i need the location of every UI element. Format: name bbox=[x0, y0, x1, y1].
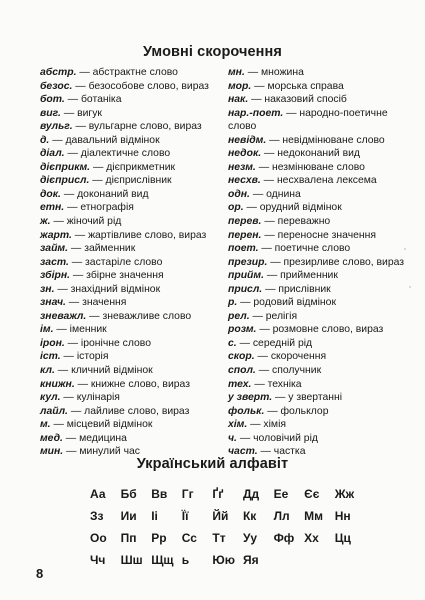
abbreviation-term: фольк. bbox=[228, 405, 265, 417]
abbreviation-entry bbox=[228, 432, 408, 446]
abbreviation-entry bbox=[40, 147, 226, 161]
abbreviation-meaning: хімія bbox=[263, 419, 287, 431]
alphabet-letter: ь bbox=[181, 553, 190, 567]
abbreviation-meaning: фольклор bbox=[280, 405, 329, 417]
entry-dash: — bbox=[57, 283, 68, 295]
entry-dash: — bbox=[264, 148, 275, 160]
abbreviation-meaning: прийменник bbox=[280, 270, 338, 282]
entry-dash: — bbox=[264, 229, 275, 241]
abbreviation-entry bbox=[40, 134, 226, 148]
abbreviation-term: кл. bbox=[40, 365, 55, 377]
abbreviation-meaning: іронічне слово bbox=[80, 337, 151, 349]
abbreviations-left-column bbox=[40, 66, 226, 459]
abbreviation-entry bbox=[40, 174, 226, 188]
abbreviation-term: бот. bbox=[40, 94, 65, 106]
abbreviation-meaning: у звертанні bbox=[288, 392, 343, 404]
abbreviation-entry bbox=[228, 93, 408, 107]
abbreviation-entry bbox=[40, 269, 226, 283]
abbreviation-meaning: знахідний відмінок bbox=[70, 283, 161, 295]
entry-dash: — bbox=[74, 229, 86, 241]
abbreviation-meaning: середній рід bbox=[252, 337, 313, 349]
entry-dash: — bbox=[246, 202, 257, 214]
entry-dash: — bbox=[270, 256, 281, 268]
abbreviation-meaning: займенник bbox=[84, 243, 136, 255]
entry-dash: — bbox=[72, 270, 84, 282]
abbreviation-meaning: невідмінюване слово bbox=[282, 134, 385, 146]
abbreviation-term: невідм. bbox=[228, 134, 267, 146]
abbreviation-meaning: множина bbox=[261, 67, 304, 78]
entry-dash: — bbox=[68, 297, 80, 309]
entry-dash: — bbox=[259, 324, 270, 336]
abbreviation-meaning: іменник bbox=[69, 324, 107, 336]
abbreviation-meaning: значення bbox=[82, 297, 127, 309]
abbreviation-entry bbox=[40, 256, 226, 270]
entry-dash: — bbox=[92, 161, 104, 173]
abbreviation-entry bbox=[228, 134, 408, 148]
alphabet-title: Український алфавіт bbox=[136, 456, 289, 472]
entry-dash: — bbox=[53, 216, 64, 228]
entry-dash: — bbox=[260, 446, 271, 458]
entry-dash: — bbox=[52, 134, 63, 146]
abbreviation-meaning: скорочення bbox=[270, 351, 327, 363]
entry-dash: — bbox=[92, 175, 103, 187]
abbreviation-term: рел. bbox=[228, 310, 250, 322]
abbreviation-meaning: дієприслівник bbox=[105, 175, 172, 187]
abbreviation-term: незм. bbox=[228, 161, 256, 173]
abbreviation-entry bbox=[228, 378, 408, 392]
abbreviation-entry bbox=[40, 364, 226, 378]
abbreviation-meaning: кличний відмінок bbox=[71, 365, 153, 377]
entry-dash: — bbox=[57, 365, 69, 377]
abbreviation-entry bbox=[228, 256, 408, 270]
entry-dash: — bbox=[67, 94, 79, 106]
abbreviation-term: жарт. bbox=[40, 229, 72, 241]
abbreviation-entry bbox=[228, 188, 408, 202]
entry-dash: — bbox=[254, 378, 265, 390]
entry-dash: — bbox=[79, 67, 90, 78]
abbreviation-meaning: кулінарія bbox=[76, 392, 120, 404]
entry-dash: — bbox=[75, 121, 86, 133]
abbreviation-term: етн. bbox=[40, 202, 65, 214]
abbreviation-meaning: медицина bbox=[79, 432, 127, 444]
abbreviation-meaning: жартівливе слово, вираз bbox=[88, 229, 207, 241]
abbreviation-entry bbox=[40, 296, 226, 310]
abbreviation-entry bbox=[40, 161, 226, 175]
abbreviation-meaning: історія bbox=[76, 351, 109, 363]
alphabet-letter: Аа bbox=[90, 487, 106, 501]
entry-dash: — bbox=[89, 310, 100, 322]
abbreviation-term: нар.-поет. bbox=[228, 107, 284, 119]
entry-dash: — bbox=[53, 419, 64, 431]
abbreviation-term: знач. bbox=[40, 297, 66, 309]
entry-dash: — bbox=[66, 446, 77, 458]
alphabet-letter: Єє bbox=[304, 487, 320, 501]
scan-speck bbox=[409, 286, 411, 288]
entry-dash: — bbox=[77, 378, 88, 390]
abbreviation-term: розм. bbox=[228, 324, 257, 336]
abbreviation-term: мед. bbox=[40, 432, 63, 444]
abbreviation-meaning: розмовне слово, вираз bbox=[272, 324, 384, 336]
entry-dash: — bbox=[252, 188, 264, 200]
abbreviation-meaning: діалектичне слово bbox=[80, 148, 171, 160]
entry-dash: — bbox=[67, 337, 79, 349]
abbreviation-term: ж. bbox=[40, 216, 51, 228]
alphabet-letter: Дд bbox=[242, 487, 260, 501]
abbreviation-term: дієприкм. bbox=[40, 161, 91, 173]
abbreviation-entry bbox=[40, 201, 226, 215]
abbreviation-meaning: етнографія bbox=[80, 202, 134, 214]
abbreviation-meaning: давальний відмінок bbox=[65, 134, 160, 146]
abbreviation-entry bbox=[228, 323, 408, 337]
abbreviation-term: с. bbox=[228, 337, 237, 349]
alphabet-letter: Пп bbox=[120, 531, 137, 545]
abbreviation-entry bbox=[228, 161, 408, 175]
page-number: 8 bbox=[36, 566, 44, 581]
abbreviation-term: ім. bbox=[40, 324, 54, 336]
alphabet-letter: Оо bbox=[90, 531, 107, 545]
abbreviation-term: скор. bbox=[228, 351, 255, 363]
abbreviation-entry bbox=[40, 323, 226, 337]
abbreviation-entry bbox=[40, 378, 226, 392]
abbreviation-term: недок. bbox=[228, 148, 262, 160]
abbreviation-term: р. bbox=[228, 297, 238, 309]
alphabet-letter: Мм bbox=[304, 509, 324, 523]
alphabet-letter: Цц bbox=[334, 531, 351, 545]
alphabet-row bbox=[90, 527, 380, 549]
abbreviation-term: присл. bbox=[228, 283, 263, 295]
alphabet-letter: Чч bbox=[90, 553, 106, 567]
alphabet-letter: Жж bbox=[334, 487, 355, 501]
abbreviation-meaning: орудний відмінок bbox=[259, 202, 342, 214]
abbreviation-term: у зверт. bbox=[228, 392, 273, 404]
abbreviation-term: безос. bbox=[40, 80, 73, 92]
abbreviation-meaning: ботаніка bbox=[80, 94, 122, 106]
abbreviation-term: збірн. bbox=[40, 270, 70, 282]
abbreviation-meaning: родовий відмінок bbox=[253, 297, 336, 309]
entry-dash: — bbox=[286, 107, 297, 119]
abbreviation-meaning: книжне слово, вираз bbox=[90, 378, 190, 390]
abbreviation-entry bbox=[40, 107, 226, 121]
entry-dash: — bbox=[63, 107, 75, 119]
alphabet-letter: Іі bbox=[151, 509, 158, 523]
abbreviation-meaning: жіночий рід bbox=[66, 216, 122, 228]
alphabet-row bbox=[90, 505, 380, 527]
abbreviation-term: вульг. bbox=[40, 121, 73, 133]
entry-dash: — bbox=[63, 392, 74, 404]
abbreviation-term: ірон. bbox=[40, 337, 65, 349]
abbreviation-entry bbox=[228, 418, 408, 432]
abbreviation-meaning: зневажливе слово bbox=[102, 310, 192, 322]
abbreviation-meaning: лайливе слово, вираз bbox=[84, 405, 190, 417]
alphabet-letter: Бб bbox=[120, 487, 137, 501]
entry-dash: — bbox=[67, 148, 78, 160]
abbreviation-entry bbox=[228, 296, 408, 310]
alphabet-letter: Вв bbox=[151, 487, 168, 501]
abbreviation-meaning: безособове слово, вираз bbox=[88, 80, 209, 92]
abbreviation-meaning: застаріле слово bbox=[85, 256, 163, 268]
abbreviation-term: перен. bbox=[228, 229, 262, 241]
alphabet-letter: Ее bbox=[273, 487, 289, 501]
abbreviation-term: тех. bbox=[228, 378, 252, 390]
abbreviation-term: презир. bbox=[228, 256, 268, 268]
entry-dash: — bbox=[65, 432, 77, 444]
abbreviation-entry bbox=[228, 269, 408, 283]
entry-dash: — bbox=[257, 351, 268, 363]
abbreviation-term: нак. bbox=[228, 94, 249, 106]
abbreviation-entry bbox=[228, 337, 408, 351]
alphabet-letter: Зз bbox=[90, 509, 104, 523]
abbreviation-entry bbox=[40, 215, 226, 229]
section-title: Умовні скорочення bbox=[143, 44, 282, 60]
abbreviation-term: спол. bbox=[228, 365, 256, 377]
abbreviation-term: іст. bbox=[40, 351, 61, 363]
entry-dash: — bbox=[265, 283, 276, 295]
alphabet-letter: Її bbox=[181, 509, 189, 523]
alphabet-letter: Сс bbox=[181, 531, 197, 545]
alphabet-letter: Рр bbox=[151, 531, 167, 545]
entry-dash: — bbox=[275, 392, 286, 404]
abbreviation-meaning: минулий час bbox=[79, 446, 140, 458]
abbreviation-meaning: сполучник bbox=[272, 365, 322, 377]
entry-dash: — bbox=[252, 310, 263, 322]
alphabet-row bbox=[90, 483, 380, 505]
abbreviation-meaning: наказовий спосіб bbox=[264, 94, 347, 106]
abbreviation-term: поет. bbox=[228, 243, 259, 255]
abbreviation-term: мин. bbox=[40, 446, 64, 458]
abbreviation-term: заст. bbox=[40, 256, 69, 268]
abbreviation-meaning: вульгарне слово, вираз bbox=[88, 121, 202, 133]
alphabet-letter: Нн bbox=[334, 509, 351, 523]
abbreviation-entry bbox=[40, 432, 226, 446]
entry-dash: — bbox=[67, 202, 78, 214]
alphabet-letter: Юю bbox=[212, 553, 235, 567]
alphabet-letter: Яя bbox=[242, 553, 259, 567]
entry-dash: — bbox=[263, 175, 275, 187]
entry-dash: — bbox=[261, 243, 272, 255]
alphabet-letter: Тт bbox=[212, 531, 226, 545]
abbreviation-meaning: релігія bbox=[265, 310, 298, 322]
abbreviation-meaning: доконаний вид bbox=[77, 188, 149, 200]
abbreviation-term: хім. bbox=[228, 419, 248, 431]
abbreviation-meaning: морська справа bbox=[267, 80, 344, 92]
alphabet-letter: Гг bbox=[181, 487, 194, 501]
abbreviation-term: мн. bbox=[228, 67, 245, 78]
abbreviation-term: виг. bbox=[40, 107, 61, 119]
entry-dash: — bbox=[63, 188, 75, 200]
alphabet-letter: Щщ bbox=[151, 553, 174, 567]
alphabet-grid bbox=[90, 483, 380, 571]
abbreviation-meaning: місцевий відмінок bbox=[66, 419, 153, 431]
abbreviation-meaning: збірне значення bbox=[86, 270, 164, 282]
abbreviation-meaning: дієприкметник bbox=[106, 161, 176, 173]
abbreviation-meaning: поетичне слово bbox=[274, 243, 351, 255]
abbreviation-entry bbox=[40, 188, 226, 202]
entry-dash: — bbox=[258, 365, 270, 377]
abbreviation-meaning: переносне значення bbox=[277, 229, 377, 241]
abbreviations-right-column bbox=[228, 66, 408, 459]
alphabet-row bbox=[90, 549, 380, 571]
abbreviation-entry bbox=[40, 93, 226, 107]
abbreviation-entry bbox=[40, 66, 226, 80]
abbreviation-entry bbox=[228, 283, 408, 297]
abbreviation-meaning: однина bbox=[266, 188, 301, 200]
alphabet-letter: Фф bbox=[273, 531, 295, 545]
entry-dash: — bbox=[70, 243, 82, 255]
scan-speck bbox=[404, 248, 406, 250]
abbreviation-term: д. bbox=[40, 134, 50, 146]
entry-dash: — bbox=[250, 419, 261, 431]
abbreviation-meaning: несхвалена лексема bbox=[276, 175, 377, 187]
entry-dash: — bbox=[258, 161, 270, 173]
abbreviation-entry bbox=[40, 229, 226, 243]
abbreviation-meaning: частка bbox=[273, 446, 306, 458]
abbreviation-meaning: переважно bbox=[277, 216, 331, 228]
entry-dash: — bbox=[239, 337, 250, 349]
abbreviation-entry bbox=[40, 405, 226, 419]
abbreviation-entry bbox=[40, 418, 226, 432]
abbreviation-meaning: чоловічий рід bbox=[253, 432, 318, 444]
abbreviation-meaning: техніка bbox=[267, 378, 302, 390]
abbreviation-term: кул. bbox=[40, 392, 61, 404]
abbreviation-term: дієприсл. bbox=[40, 175, 90, 187]
abbreviation-entry bbox=[228, 364, 408, 378]
abbreviation-term: зневажл. bbox=[40, 310, 87, 322]
entry-dash: — bbox=[264, 216, 275, 228]
abbreviation-term: лайл. bbox=[40, 405, 68, 417]
entry-dash: — bbox=[70, 405, 82, 417]
entry-dash: — bbox=[269, 134, 280, 146]
abbreviation-term: діал. bbox=[40, 148, 65, 160]
entry-dash: — bbox=[247, 67, 259, 78]
alphabet-letter: Ґґ bbox=[212, 487, 224, 501]
abbreviation-entry bbox=[228, 201, 408, 215]
entry-dash: — bbox=[75, 80, 86, 92]
abbreviation-entry bbox=[40, 391, 226, 405]
abbreviation-term: м. bbox=[40, 419, 51, 431]
entry-dash: — bbox=[239, 432, 251, 444]
alphabet-letter: Кк bbox=[242, 509, 257, 523]
abbreviation-meaning: незмінюване слово bbox=[271, 161, 365, 173]
abbreviation-entry bbox=[228, 66, 408, 80]
entry-dash: — bbox=[267, 405, 278, 417]
abbreviation-entry bbox=[40, 350, 226, 364]
abbreviation-entry bbox=[228, 229, 408, 243]
abbreviation-entry bbox=[228, 147, 408, 161]
entry-dash: — bbox=[251, 94, 262, 106]
abbreviation-entry bbox=[40, 337, 226, 351]
alphabet-letter: Йй bbox=[212, 509, 229, 523]
abbreviation-term: ч. bbox=[228, 432, 237, 444]
abbreviation-meaning: прислівник bbox=[278, 283, 331, 295]
abbreviation-entry bbox=[228, 107, 408, 134]
abbreviation-entry bbox=[228, 391, 408, 405]
abbreviation-entry bbox=[228, 174, 408, 188]
abbreviation-term: перев. bbox=[228, 216, 262, 228]
abbreviation-entry bbox=[40, 80, 226, 94]
abbreviation-meaning: народно-поетичне слово bbox=[228, 107, 388, 133]
abbreviation-entry bbox=[228, 310, 408, 324]
abbreviation-term: книжн. bbox=[40, 378, 75, 390]
abbreviation-meaning: презирливе слово, вираз bbox=[283, 256, 405, 268]
abbreviation-term: част. bbox=[228, 446, 258, 458]
alphabet-letter: Ии bbox=[120, 509, 137, 523]
abbreviation-entry bbox=[40, 310, 226, 324]
abbreviation-term: зн. bbox=[40, 283, 55, 295]
abbreviation-term: ор. bbox=[228, 202, 244, 214]
abbreviation-term: абстр. bbox=[40, 67, 77, 78]
entry-dash: — bbox=[63, 351, 74, 363]
alphabet-letter: Хх bbox=[304, 531, 319, 545]
abbreviation-entry bbox=[228, 80, 408, 94]
abbreviation-entry bbox=[228, 215, 408, 229]
abbreviation-term: займ. bbox=[40, 243, 69, 255]
abbreviation-term: док. bbox=[40, 188, 61, 200]
entry-dash: — bbox=[254, 80, 265, 92]
alphabet-letter: Лл bbox=[273, 509, 290, 523]
abbreviation-entry bbox=[40, 283, 226, 297]
entry-dash: — bbox=[240, 297, 251, 309]
abbreviation-entry bbox=[40, 242, 226, 256]
abbreviation-term: одн. bbox=[228, 188, 250, 200]
entry-dash: — bbox=[71, 256, 83, 268]
alphabet-letter: Шш bbox=[120, 553, 143, 567]
entry-dash: — bbox=[56, 324, 67, 336]
abbreviation-term: мор. bbox=[228, 80, 252, 92]
abbreviation-meaning: недоконаний вид bbox=[277, 148, 360, 160]
abbreviation-entry bbox=[40, 120, 226, 134]
alphabet-letter: Уу bbox=[242, 531, 258, 545]
abbreviation-term: прийм. bbox=[228, 270, 264, 282]
abbreviation-entry bbox=[228, 242, 408, 256]
abbreviation-entry bbox=[228, 405, 408, 419]
abbreviation-term: несхв. bbox=[228, 175, 261, 187]
entry-dash: — bbox=[266, 270, 278, 282]
abbreviation-entry bbox=[228, 350, 408, 364]
abbreviation-meaning: вигук bbox=[77, 107, 102, 119]
abbreviation-meaning: абстрактне слово bbox=[92, 67, 178, 78]
